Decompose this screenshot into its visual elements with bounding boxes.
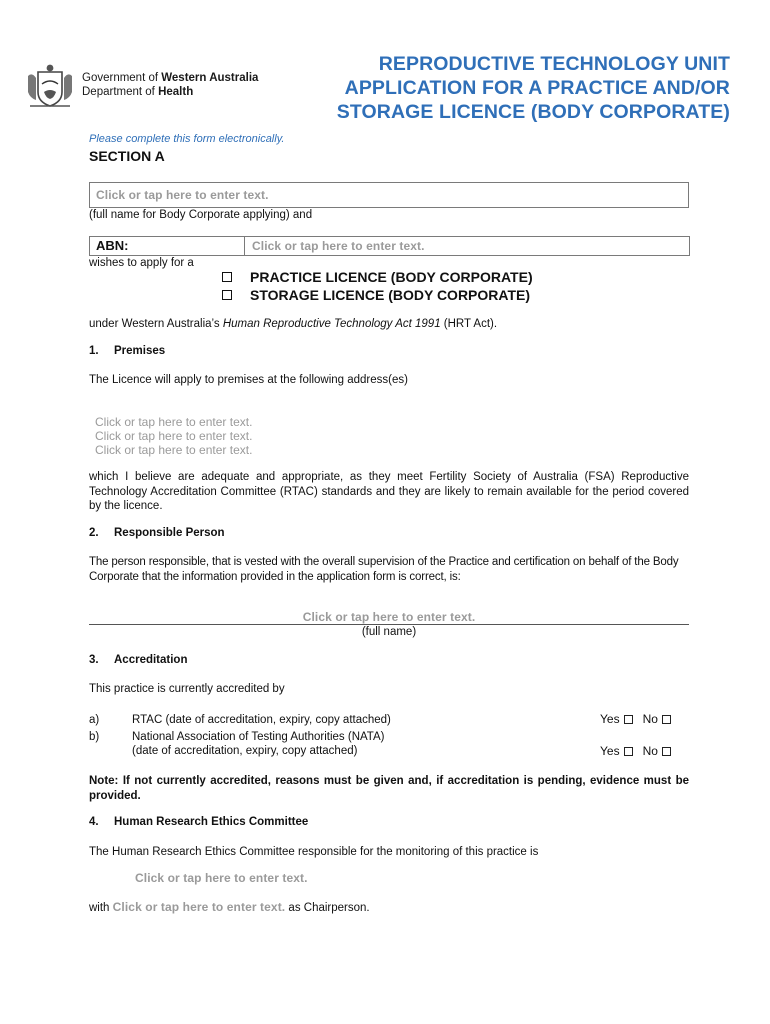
responsible-text: The person responsible, that is vested with the overall supervision of the Practice and certification on behalf of the Body Corporate that the information provided in the application form is correct, is: bbox=[89, 556, 679, 583]
name-placeholder: Click or tap here to enter text. bbox=[96, 188, 269, 202]
section-heading: SECTION A bbox=[89, 148, 165, 164]
wa-crest-icon bbox=[24, 62, 76, 110]
item-b-line1: National Association of Testing Authorities (NATA) bbox=[132, 731, 385, 743]
storage-licence-label: STORAGE LICENCE (BODY CORPORATE) bbox=[250, 287, 531, 303]
ethics-text: The Human Research Ethics Committee responsible for the monitoring of this practice is bbox=[89, 846, 539, 858]
chairperson-line: with Click or tap here to enter text. as Chairperson. bbox=[89, 900, 370, 914]
abn-row bbox=[89, 236, 690, 256]
ethics-committee-field[interactable]: Click or tap here to enter text. bbox=[135, 871, 308, 885]
body-corporate-name-field[interactable] bbox=[89, 182, 689, 208]
form-title: REPRODUCTIVE TECHNOLOGY UNIT APPLICATION FOR A PRACTICE AND/OR STORAGE LICENCE (BODY CORPORATE) bbox=[336, 53, 730, 123]
premises-statement: which I believe are adequate and appropriate, as they meet Fertility Society of Australia (FSA) Reproductive Technology Accreditation Committee (RTAC) standards and they are likely to remain available for the period covered by the licence. bbox=[89, 471, 689, 512]
accreditation-heading: Accreditation bbox=[114, 654, 188, 666]
storage-licence-checkbox[interactable] bbox=[222, 290, 232, 300]
item-a-label: a) bbox=[89, 714, 100, 726]
premises-heading: Premises bbox=[114, 345, 166, 357]
org-name-line1: Government of Western Australia bbox=[82, 72, 259, 84]
chairperson-field[interactable]: Click or tap here to enter text. bbox=[112, 900, 286, 914]
item-b-line2: (date of accreditation, expiry, copy attached) bbox=[132, 745, 358, 757]
nata-yes-no: Yes No bbox=[600, 744, 671, 758]
name-caption: (full name for Body Corporate applying) and bbox=[89, 209, 313, 221]
practice-licence-checkbox[interactable] bbox=[222, 272, 232, 282]
item-b-label: b) bbox=[89, 731, 100, 743]
responsible-number: 2. bbox=[89, 527, 99, 539]
premises-number: 1. bbox=[89, 345, 99, 357]
nata-no-checkbox[interactable] bbox=[662, 747, 671, 756]
practice-licence-label: PRACTICE LICENCE (BODY CORPORATE) bbox=[250, 269, 533, 285]
responsible-name-field[interactable]: Click or tap here to enter text. bbox=[302, 610, 476, 624]
ethics-number: 4. bbox=[89, 816, 99, 828]
nata-yes-checkbox[interactable] bbox=[624, 747, 633, 756]
address-field-2[interactable]: Click or tap here to enter text. bbox=[95, 429, 253, 443]
premises-intro: The Licence will apply to premises at the following address(es) bbox=[89, 374, 408, 386]
accreditation-number: 3. bbox=[89, 654, 99, 666]
wishes-text: wishes to apply for a bbox=[89, 257, 194, 269]
address-field-1[interactable]: Click or tap here to enter text. bbox=[95, 415, 253, 429]
accreditation-intro: This practice is currently accredited by bbox=[89, 683, 285, 695]
abn-label: ABN: bbox=[96, 238, 129, 253]
act-statement: under Western Australia’s Human Reproductive Technology Act 1991 (HRT Act). bbox=[89, 318, 498, 330]
org-name-line2: Department of Health bbox=[82, 86, 194, 98]
rtac-no-checkbox[interactable] bbox=[662, 715, 671, 724]
responsible-caption: (full name) bbox=[361, 626, 417, 638]
government-logo bbox=[24, 62, 274, 112]
accreditation-note: Note: If not currently accredited, reasons must be given and, if accreditation is pending, evidence must be provided. bbox=[89, 775, 689, 802]
form-instruction: Please complete this form electronically. bbox=[89, 133, 285, 145]
item-a-text: RTAC (date of accreditation, expiry, copy attached) bbox=[132, 714, 391, 726]
address-field-3[interactable]: Click or tap here to enter text. bbox=[95, 443, 253, 457]
rtac-yes-checkbox[interactable] bbox=[624, 715, 633, 724]
rtac-yes-no: Yes No bbox=[600, 712, 671, 726]
responsible-heading: Responsible Person bbox=[114, 527, 225, 539]
abn-field[interactable]: Click or tap here to enter text. bbox=[252, 239, 425, 253]
ethics-heading: Human Research Ethics Committee bbox=[114, 816, 309, 828]
